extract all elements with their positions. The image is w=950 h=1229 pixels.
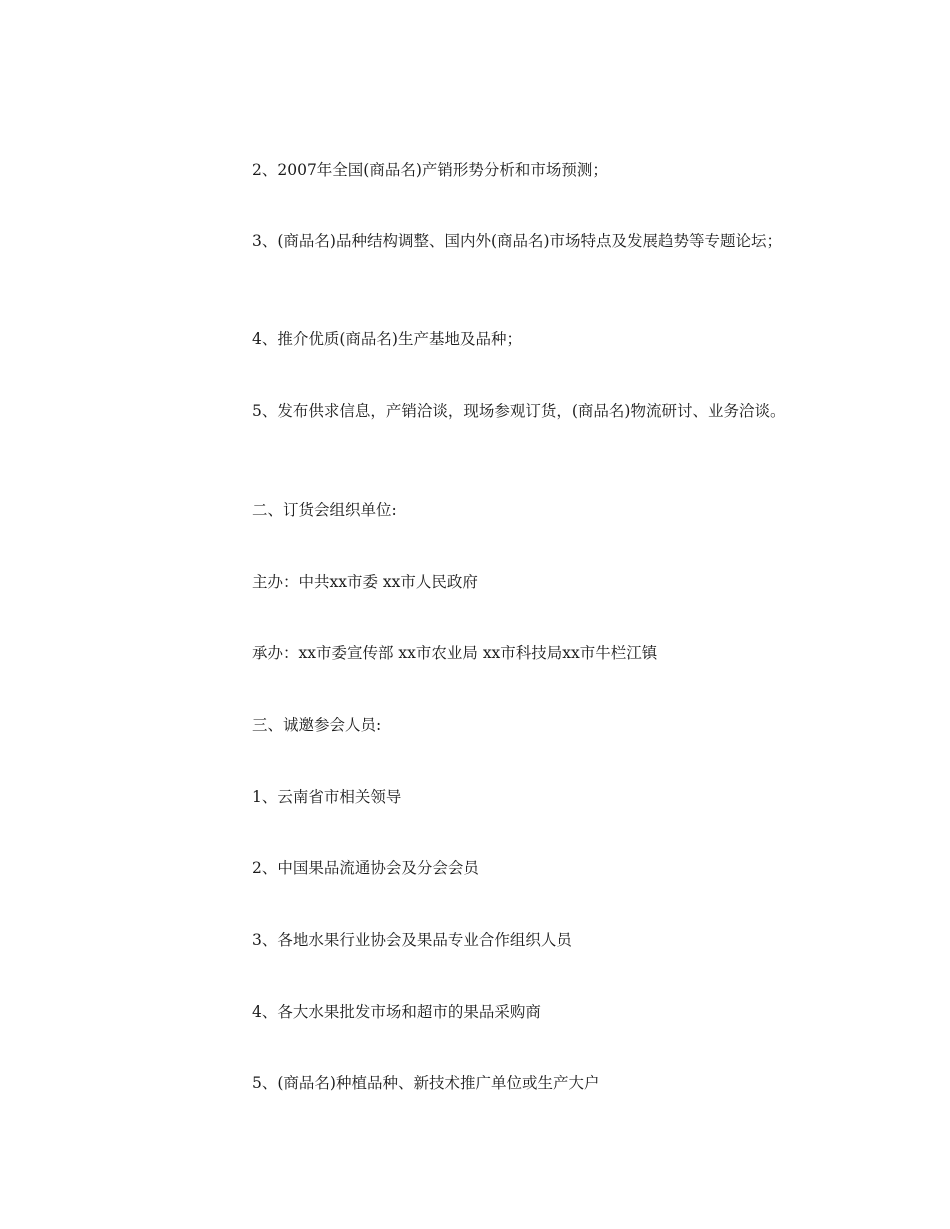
list-item-participant-4: 4、各大水果批发市场和超市的果品采购商 [252,1003,541,1021]
list-item-participant-2: 2、中国果品流通协会及分会会员 [252,859,479,877]
heading-invited-participants: 三、诚邀参会人员: [252,716,382,734]
paragraph-co-organizer: 承办：xx市委宣传部 xx市农业局 xx市科技局xx市牛栏江镇 [252,644,658,662]
paragraph-host: 主办：中共xx市委 xx市人民政府 [252,573,478,591]
paragraph-market-forecast: 2、2007年全国(商品名)产销形势分析和市场预测； [252,161,608,179]
list-item-participant-3: 3、各地水果行业协会及果品专业合作组织人员 [252,931,572,949]
paragraph-production-base: 4、推介优质(商品名)生产基地及品种； [252,330,522,348]
paragraph-supply-demand: 5、发布供求信息，产销洽谈，现场参观订货，(商品名)物流研讨、业务洽谈。 [252,402,786,420]
list-item-participant-1: 1、云南省市相关领导 [252,788,402,806]
heading-organizers: 二、订货会组织单位: [252,501,397,519]
paragraph-forum-topics: 3、(商品名)品种结构调整、国内外(商品名)市场特点及发展趋势等专题论坛； [252,232,783,250]
list-item-participant-5: 5、(商品名)种植品种、新技术推广单位或生产大户 [252,1074,600,1092]
